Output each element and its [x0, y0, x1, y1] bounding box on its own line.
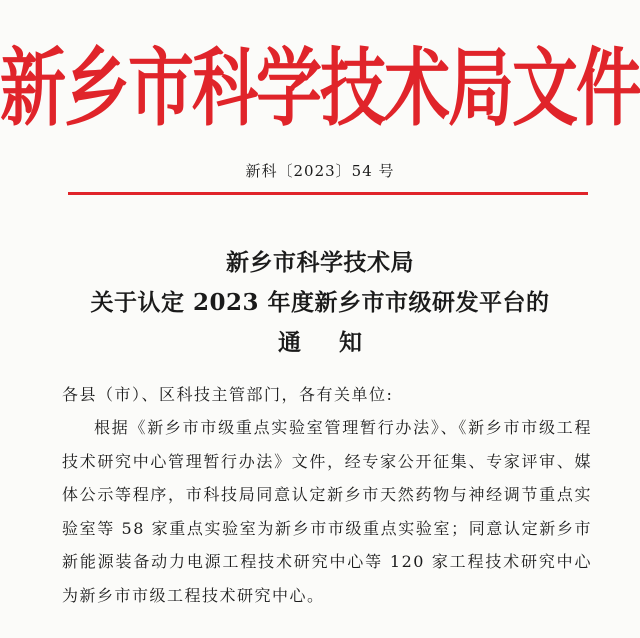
- masthead-title: 新乡市科学技术局文件: [0, 39, 640, 139]
- body-paragraph: 根据《新乡市市级重点实验室管理暂行办法》、《新乡市市级工程技术研究中心管理暂行办法》文件，经专家公开征集、专家评审、媒体公示等程序，市科技局同意认定新乡市天然药物与神经调节重点实验室等 58 家重点实验室为新乡市市级重点实验室；同意认定新乡市新能源装备动力电源工程技术研究中心等 120 家工程技术研究中心为新乡市市级工程技术研究中心。: [62, 418, 592, 605]
- document-number: 新科〔2023〕54 号: [245, 162, 395, 180]
- title-line-1: 新乡市科学技术局: [226, 249, 414, 276]
- title-line-2: 关于认定 2023 年度新乡市市级研发平台的: [90, 289, 550, 316]
- red-divider-line: [68, 192, 588, 195]
- salutation: 各县（市）、区科技主管部门，各有关单位:: [62, 385, 394, 404]
- title-line-3: 通知: [278, 329, 400, 356]
